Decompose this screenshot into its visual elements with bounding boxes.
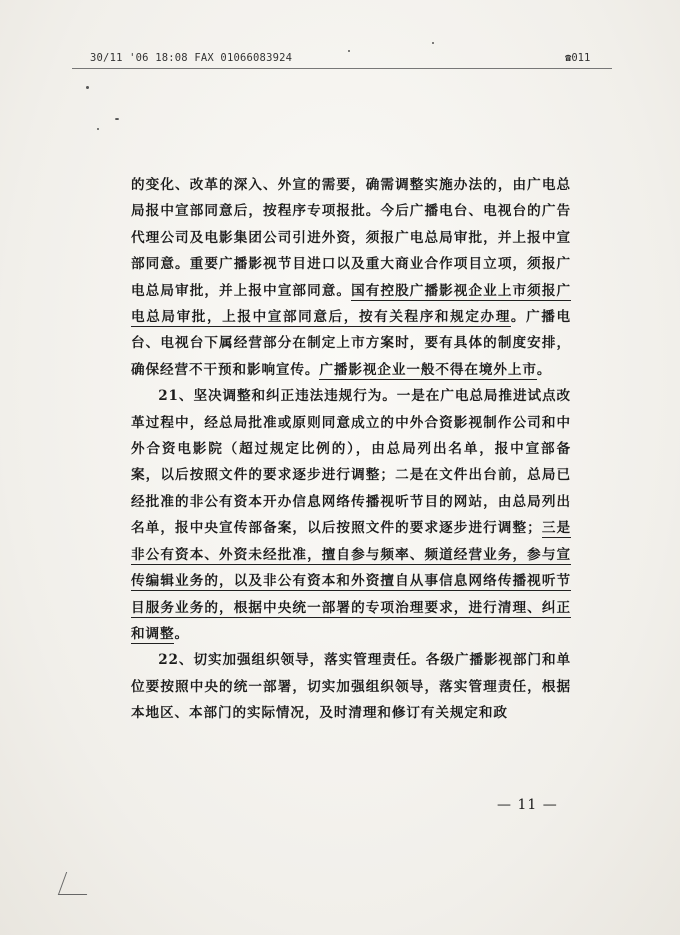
scan-speck xyxy=(86,86,89,89)
underlined-segment: 国有控股广播影视企业上市须报广电总局审批，上报中宣部同意后，按有关程序和规定办理 xyxy=(131,282,572,326)
scan-speck xyxy=(115,118,119,120)
text-segment: 。 xyxy=(536,361,552,378)
fax-header xyxy=(90,52,610,66)
text-segment: 22、切实加强组织领导，落实管理责任。各级广播影视部门和单位要按照中央的统一部署，切实加强组织领导，落实管理责任，根据本地区、本部门的实际情况，及时清理和修订有关规定和政 xyxy=(131,652,571,722)
underlined-segment: 广播影视企业一般不得在境外上市 xyxy=(319,361,537,378)
corner-mark xyxy=(58,872,95,895)
scan-speck xyxy=(97,128,99,130)
text-segment: 的变化、改革的深入、外宣的需要，确需调整实施办法的，由广电总局报中宣部同意后，按程序专项报批。今后广播电台、电视台的广告代理公司及电影集团公司引进外资，须报广电总局审批，并上报中宣部同意。重要广播影视节目进口以及重大商业合作项目立项，须报广电总局审批，并上报中宣部同意。 xyxy=(131,177,571,299)
scan-speck xyxy=(432,42,434,44)
page-number: — 11 — xyxy=(497,797,558,813)
paragraph-22 xyxy=(131,647,571,726)
underlined-segment: 三是非公有资本、外资未经批准，擅自参与频率、频道经营业务，参与宣传编辑业务的，以及非公有资本和外资擅自从事信息网络传播视听节目服务业务的，根据中央统一部署的专项治理要求，进行清理、纠正和调整 xyxy=(131,520,571,642)
fax-header-info: 30/11 '06 18:08 FAX 01066083924 xyxy=(90,52,293,64)
text-segment: 21、坚决调整和纠正违法违规行为。一是在广电总局推进试点改革过程中，经总局批准或原则同意成立的中外合资影视制作公司和中外合资电影院（超过规定比例的），由总局列出名单，报中宣部备案，以后按照文件的要求逐步进行调整；二是在文件出台前，总局已经批准的非公有资本开办信息网络传播视听节目的网站，由总局列出名单，报中央宣传部备案，以后按照文件的要求逐步进行调整； xyxy=(131,388,571,537)
paragraph-continued xyxy=(131,172,571,383)
document-body xyxy=(131,172,571,727)
fax-page-counter: ☎011 xyxy=(565,52,591,64)
header-rule xyxy=(72,68,612,69)
text-segment: 。 xyxy=(174,625,189,642)
text-segment: 。广播电台、电视台下属经营部分在制定上市方案时，要有具体的制度安排，确保经营不干预和影响宣传。 xyxy=(131,309,571,378)
scan-speck xyxy=(348,50,350,52)
paragraph-21 xyxy=(131,383,571,647)
